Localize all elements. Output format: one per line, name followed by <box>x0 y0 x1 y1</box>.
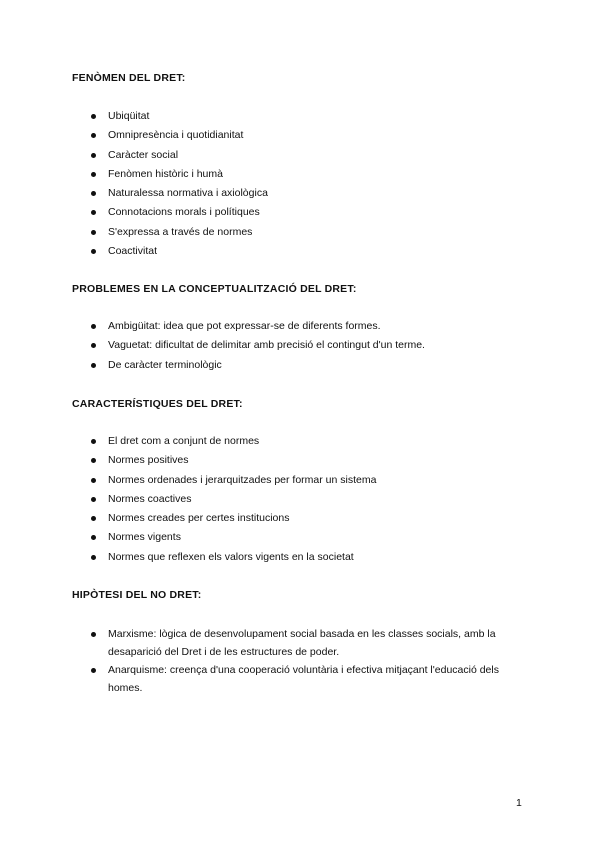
list-item: Ubiqüitat <box>0 107 600 126</box>
list-hipotesi <box>0 625 600 697</box>
list-item: Marxisme: lògica de desenvolupament social basada en les classes socials, amb la desaparició del Dret i de les estructures de poder. <box>0 625 600 661</box>
list-fenomen <box>0 107 600 261</box>
list-item: Normes vigents <box>0 528 600 547</box>
list-problemes <box>0 317 600 375</box>
section-title-fenomen: FENÒMEN DEL DRET: <box>72 72 186 84</box>
list-item: Normes creades per certes institucions <box>0 509 600 528</box>
section-title-hipotesi: HIPÒTESI DEL NO DRET: <box>72 589 202 601</box>
list-item: Anarquisme: creença d'una cooperació voluntària i efectiva mitjaçant l'educació dels homes. <box>0 661 600 697</box>
list-item: El dret com a conjunt de normes <box>0 432 600 451</box>
list-item: De caràcter terminològic <box>0 356 600 375</box>
list-caracteristiques <box>0 432 600 567</box>
list-item: Normes coactives <box>0 490 600 509</box>
page-number: 1 <box>516 797 522 809</box>
section-title-problemes: PROBLEMES EN LA CONCEPTUALITZACIÓ DEL DRET: <box>72 283 357 295</box>
list-item: Connotacions morals i polítiques <box>0 203 600 222</box>
list-item: Caràcter social <box>0 146 600 165</box>
list-item: Normes positives <box>0 451 600 470</box>
list-item: Ambigüitat: idea que pot expressar-se de diferents formes. <box>0 317 600 336</box>
list-item: S'expressa a través de normes <box>0 223 600 242</box>
list-item: Normes ordenades i jerarquitzades per formar un sistema <box>0 471 600 490</box>
list-item: Normes que reflexen els valors vigents en la societat <box>0 548 600 567</box>
section-title-caracteristiques: CARACTERÍSTIQUES DEL DRET: <box>72 398 243 410</box>
list-item: Coactivitat <box>0 242 600 261</box>
list-item: Naturalessa normativa i axiològica <box>0 184 600 203</box>
list-item: Vaguetat: dificultat de delimitar amb precisió el contingut d'un terme. <box>0 336 600 355</box>
list-item: Fenòmen històric i humà <box>0 165 600 184</box>
list-item: Omnipresència i quotidianitat <box>0 126 600 145</box>
